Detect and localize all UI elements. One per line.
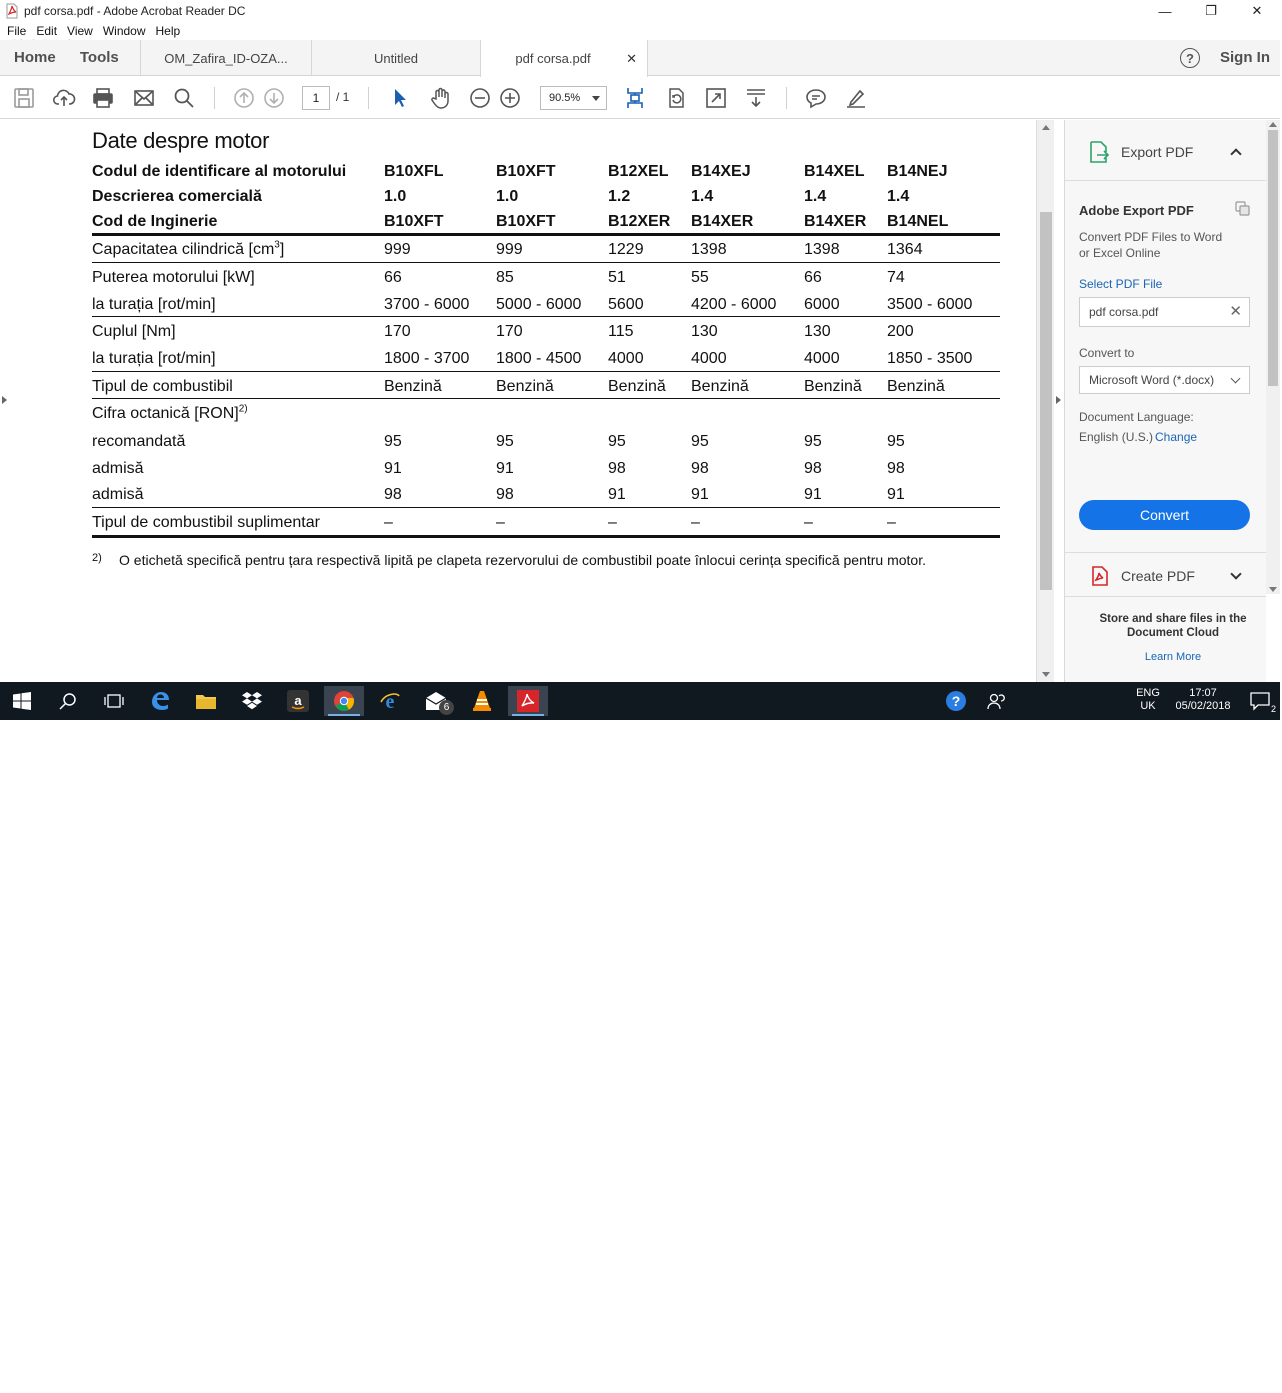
spec-cell: Benzină [804,378,862,395]
spec-cell: – [691,514,700,531]
convert-format-value: Microsoft Word (*.docx) [1089,373,1215,387]
spec-row-label [92,460,144,478]
copy-icon [1235,201,1251,222]
search-taskbar-icon[interactable] [48,686,88,716]
table-rule [92,262,1000,263]
rotate-page-icon[interactable] [664,86,688,110]
spec-cell: 95 [384,433,402,450]
window-title: pdf corsa.pdf - Adobe Acrobat Reader DC [24,4,246,18]
spec-cell: – [384,514,393,531]
doc-tab-om-zafira[interactable] [140,40,311,76]
cloud-promo-line1: Store and share files in the [1099,613,1247,625]
spec-cell: 91 [804,486,822,503]
spec-cell: 95 [804,433,822,450]
spec-cell: 3700 - 6000 [384,296,470,313]
spec-cell: 1.0 [496,188,519,205]
page-total: / 1 [336,90,350,104]
close-tab-icon[interactable]: ✕ [626,50,637,66]
scroll-up-icon[interactable] [1269,122,1277,127]
spec-cell: – [887,514,896,531]
spec-row-label-suffix: ] [279,241,285,258]
toolbar-divider [214,87,215,109]
create-pdf-title[interactable]: Create PDF [1121,568,1195,584]
panel-scrollbar[interactable] [1266,120,1280,594]
learn-more-link[interactable]: Learn More [1144,651,1202,663]
spec-cell: 5600 [608,296,644,313]
menu-help[interactable]: Help [155,24,181,38]
spec-cell: B14XEL [804,163,865,180]
spec-cell: – [608,514,617,531]
maximize-button[interactable]: ❐ [1205,3,1217,18]
spec-row-label-text: Tipul de combustibil [92,378,233,395]
spec-cell: Benzină [608,378,666,395]
spec-cell: B12XER [608,213,671,230]
table-rule [92,398,1000,399]
spec-cell: B12XEL [608,163,669,180]
scroll-up-icon[interactable] [1042,125,1050,130]
footnote-text: O etichetă specifică pentru țara respectivă lipită pe clapeta rezervorului de combustibil poate înlocui cerința specifică pentru motor. [119,552,926,568]
menu-file[interactable]: File [7,24,27,38]
spec-cell: 170 [496,323,523,340]
file-explorer-icon[interactable] [186,686,226,716]
network-icon[interactable] [1047,1374,1063,1393]
spec-row-label [92,163,346,181]
clock[interactable] [1172,687,1234,713]
scrollbar-thumb[interactable] [1268,130,1278,386]
create-pdf-icon [1090,565,1110,592]
page-number-input[interactable]: 1 [302,86,330,110]
search-icon[interactable] [172,86,196,110]
hand-tool-icon[interactable] [428,86,452,110]
comment-icon[interactable] [804,86,828,110]
spec-cell: 91 [887,486,905,503]
cloud-upload-icon[interactable] [52,86,76,110]
tab-bar [0,40,1280,76]
spec-row-label-text: Capacitatea cilindrică [cm [92,241,275,258]
tab-home[interactable]: Home [14,49,56,66]
select-pdf-file-link[interactable]: Select PDF File [1079,277,1163,291]
spec-row-label-text: Tipul de combustibil suplimentar [92,514,320,531]
toolbar-divider [368,87,369,109]
adobe-export-title: Adobe Export PDF [1079,203,1194,218]
clock-date: 05/02/2018 [1175,700,1231,712]
spec-cell: 98 [691,460,709,477]
svg-text:?: ? [951,693,961,709]
scroll-down-icon[interactable] [1269,587,1277,592]
highlight-pen-icon[interactable] [844,86,868,110]
previous-page-icon[interactable] [232,86,256,110]
spec-cell: Benzină [384,378,442,395]
panel-divider [1064,180,1266,181]
language-code: ENG [1136,687,1160,699]
start-button[interactable] [2,686,42,716]
doc-tab-label: pdf corsa.pdf [515,51,591,66]
spec-cell: 1.2 [608,188,631,205]
spec-cell: 55 [691,269,709,286]
spec-row-label [92,213,217,231]
spec-row-label-superscript: 2) [238,403,248,415]
left-panel-toggle-icon[interactable] [2,396,7,404]
spec-cell: 1398 [804,241,840,258]
spec-cell: 1.4 [804,188,827,205]
spec-row-label-text: admisă [92,460,144,477]
page-heading: Date despre motor [92,128,270,153]
spec-cell: 95 [887,433,905,450]
full-screen-icon[interactable] [704,86,728,110]
spec-cell: 1229 [608,241,644,258]
scroll-mode-icon[interactable] [744,86,768,110]
spec-row-label-text: Codul de identificare al motorului [92,163,347,180]
spec-cell: 98 [496,486,514,503]
help-tray-icon[interactable] [936,686,976,716]
vlc-icon[interactable] [462,686,502,716]
people-icon[interactable] [976,686,1016,716]
spec-row-label [92,433,185,451]
export-description-line2: or Excel Online [1079,246,1161,260]
spec-cell: 1.4 [887,188,910,205]
export-pdf-title[interactable]: Export PDF [1121,144,1194,160]
help-icon[interactable]: ? [1180,48,1200,68]
footnote-marker: 2) [92,552,102,564]
table-rule [92,316,1000,317]
cloud-promo-line2: Document Cloud [1127,627,1219,639]
wifi-icon[interactable] [1095,1373,1111,1392]
chevron-up-icon[interactable]: ⌃ [1025,1376,1035,1388]
convert-button[interactable]: Convert [1079,500,1250,530]
doc-tab-pdf-corsa[interactable] [480,40,648,77]
spec-cell: B14NEL [887,213,949,230]
panel-divider [1064,552,1266,553]
menu-edit[interactable]: Edit [36,24,58,38]
spec-row-label [92,269,255,287]
doc-tab-untitled[interactable] [311,40,480,76]
table-rule [92,371,1000,372]
spec-cell: 4000 [608,350,644,367]
spec-cell: 74 [887,269,905,286]
spec-cell: B10XFL [384,163,444,180]
acrobat-app-icon [6,4,18,18]
convert-format-select[interactable] [1079,366,1250,394]
table-rule [92,535,1000,538]
spec-cell: 91 [384,460,402,477]
spec-row-label [92,514,320,532]
spec-row-label [92,350,216,368]
doc-tab-label: Untitled [373,50,419,66]
notification-count: 2 [1270,704,1276,714]
windows-taskbar [0,682,1280,1388]
keyboard-region: UK [1140,700,1156,712]
spec-cell: 95 [496,433,514,450]
spec-cell: B14XER [804,213,867,230]
spec-row-label [92,323,176,341]
save-icon[interactable] [12,86,36,110]
acrobat-taskbar-icon[interactable] [508,686,548,716]
zoom-level-value: 90.5% [549,92,581,104]
spec-cell: B14XEJ [691,163,751,180]
menu-window[interactable]: Window [102,24,146,38]
spec-row-label [92,405,248,423]
svg-text:a: a [294,693,302,708]
spec-cell: 4000 [804,350,840,367]
mail-badge: 6 [439,700,454,715]
spec-cell: 6000 [804,296,840,313]
panel-divider [1064,596,1266,597]
spec-cell: Benzină [496,378,554,395]
spec-row-label [92,296,216,314]
dropbox-icon[interactable] [232,686,272,716]
spec-row-label-text: la turația [rot/min] [92,350,216,367]
spec-cell: B14XER [691,213,754,230]
spec-cell: 91 [496,460,514,477]
notifications-icon[interactable] [1240,686,1280,716]
change-language-link[interactable]: Change [1155,430,1198,444]
right-panel-toggle-icon[interactable] [1056,396,1061,404]
spec-cell: – [496,514,505,531]
zoom-in-icon[interactable] [498,86,522,110]
spec-row-label-text: la turația [rot/min] [92,296,216,313]
email-icon[interactable] [132,86,156,110]
print-icon[interactable] [91,86,115,110]
spec-cell: 1398 [691,241,727,258]
spec-cell: 4000 [691,350,727,367]
spec-cell: 66 [804,269,822,286]
spec-row-label-text: Puterea motorului [kW] [92,269,255,286]
title-bar [0,0,1280,22]
spec-cell: 4200 - 6000 [691,296,777,313]
fit-page-icon[interactable] [623,86,647,110]
tab-tools[interactable]: Tools [79,49,119,66]
toolbar-divider [786,87,787,109]
table-rule [92,507,1000,508]
spec-cell: 1364 [887,241,923,258]
selected-file-name: pdf corsa.pdf [1089,305,1159,319]
spec-cell: 999 [496,241,523,258]
table-rule [92,233,1000,236]
amazon-icon[interactable] [278,686,318,716]
document-language-value: English (U.S.) [1079,430,1154,444]
convert-to-label: Convert to [1079,346,1135,360]
spec-cell: 5000 - 6000 [496,296,582,313]
spec-row-label [92,486,144,504]
battery-icon [1070,1375,1090,1393]
active-indicator [512,714,544,716]
clock-time: 17:07 [1189,687,1217,699]
spec-cell: 98 [887,460,905,477]
spec-row-label [92,378,233,396]
spec-cell: B10XFT [496,213,556,230]
internet-explorer-icon[interactable] [370,686,410,716]
document-language-label: Document Language: [1079,410,1194,424]
spec-cell: 95 [691,433,709,450]
spec-cell: 170 [384,323,411,340]
close-window-button[interactable]: ✕ [1251,3,1263,18]
spec-cell: 51 [608,269,626,286]
zoom-level-select[interactable] [540,86,607,110]
spec-cell: 1800 - 3700 [384,350,470,367]
mail-icon[interactable] [416,686,456,716]
select-cursor-icon[interactable] [388,86,412,110]
spec-cell: 98 [384,486,402,503]
spec-row-label [92,188,262,206]
spec-cell: Benzină [887,378,945,395]
spec-cell: 66 [384,269,402,286]
minimize-button[interactable]: — [1158,3,1172,19]
spec-cell: B10XFT [496,163,556,180]
spec-cell: B14NEJ [887,163,948,180]
spec-cell: 1800 - 4500 [496,350,582,367]
svg-text:e: e [385,691,395,713]
selected-file-field [1079,297,1250,327]
spec-cell: 130 [804,323,831,340]
zoom-out-icon[interactable] [468,86,492,110]
spec-cell: 91 [608,486,626,503]
document-scrollbar[interactable] [1036,120,1054,682]
spec-cell: 1.0 [384,188,407,205]
spec-row-label-text: recomandată [92,433,186,450]
main-toolbar [0,77,1280,119]
next-page-icon[interactable] [262,86,286,110]
spec-cell: Benzină [691,378,749,395]
task-view-icon[interactable] [94,686,134,716]
spec-cell: 95 [608,433,626,450]
chevron-down-icon [1231,374,1241,384]
language-indicator[interactable] [1134,687,1162,713]
chevron-down-icon [592,96,600,101]
scrollbar-thumb[interactable] [1040,212,1052,590]
export-description-line1: Convert PDF Files to Word [1079,230,1223,244]
volume-icon[interactable] [1116,1373,1132,1392]
spec-row-label [92,241,284,259]
spec-row-label-text: Cod de Inginerie [92,213,218,230]
spec-cell: 98 [608,460,626,477]
spec-row-label-text: Cuplul [Nm] [92,323,176,340]
export-pdf-icon [1088,140,1110,169]
menu-view[interactable]: View [67,24,93,38]
spec-cell: 3500 - 6000 [887,296,973,313]
scroll-down-icon[interactable] [1042,672,1050,677]
spec-cell: B10XFT [384,213,444,230]
spec-cell: 999 [384,241,411,258]
spec-row-label-superscript: 3 [274,239,280,251]
spec-cell: – [804,514,813,531]
spec-row-label-text: Descrierea comercială [92,188,262,205]
spec-cell: 98 [804,460,822,477]
chrome-icon[interactable] [324,686,364,716]
doc-tab-label: OM_Zafira_ID-OZA... [164,50,288,66]
sign-in-link[interactable]: Sign In [1220,49,1270,66]
spec-row-label-text: Cifra octanică [RON] [92,405,239,422]
spec-cell: 1850 - 3500 [887,350,973,367]
edge-browser-icon[interactable] [140,686,180,716]
active-indicator [328,714,360,716]
spec-cell: 115 [608,323,634,340]
remove-file-icon[interactable]: ✕ [1229,303,1242,320]
spec-cell: 200 [887,323,914,340]
menu-bar [0,22,1280,40]
spec-cell: 91 [691,486,709,503]
spec-cell: 130 [691,323,718,340]
spec-cell: 1.4 [691,188,714,205]
spec-row-label-text: admisă [92,486,144,503]
spec-cell: 85 [496,269,514,286]
